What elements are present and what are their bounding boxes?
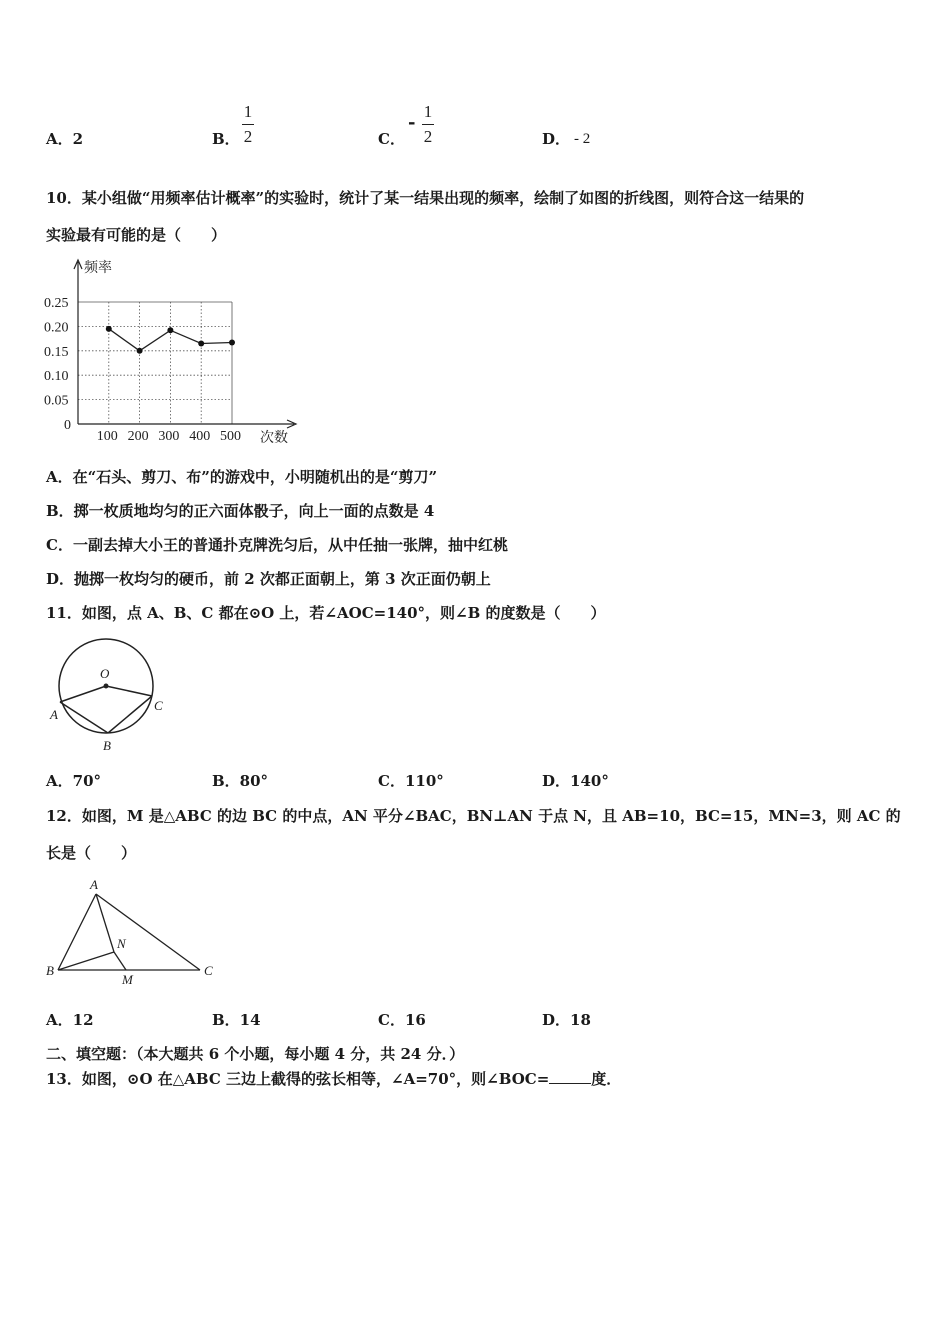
segment-an <box>96 894 114 952</box>
q9-option-c-sign: - <box>408 112 416 133</box>
denominator: 2 <box>423 127 433 146</box>
chart-axes <box>74 260 296 428</box>
y-tick-label: 0.10 <box>44 369 69 385</box>
denominator: 2 <box>243 127 253 146</box>
q9-option-c-fraction <box>418 102 438 147</box>
q12-option-c: C．16 <box>378 1011 426 1029</box>
q10-stem-line2: 实验最有可能的是（ ） <box>46 226 227 244</box>
q11-stem: 11．如图，点 A、B、C 都在⊙O 上，若∠AOC=140°，则∠B 的度数是（ ） <box>46 604 606 622</box>
q9-option-a <box>46 128 83 149</box>
q12-option-b: B．14 <box>212 1011 261 1029</box>
q13-stem-suffix: 度． <box>591 1070 622 1088</box>
q13-stem <box>46 1068 621 1089</box>
q12-option-a: A．12 <box>46 1011 94 1029</box>
q13-stem-text: 13．如图，⊙O 在△ABC 三边上截得的弦长相等，∠A=70°，则∠BOC= <box>46 1070 550 1088</box>
x-tick-label: 500 <box>220 429 241 444</box>
chart-y-axis-label: 频率 <box>84 260 112 276</box>
q13-answer-blank <box>549 1069 591 1084</box>
y-tick-label: 0.05 <box>44 393 69 409</box>
q9-option-d-key: D． <box>542 130 571 148</box>
chart-x-axis-label: 次数 <box>260 430 288 446</box>
segment-oa <box>60 686 106 702</box>
q10-frequency-chart <box>40 254 302 450</box>
numerator: 1 <box>423 102 433 121</box>
label-a: A <box>50 707 58 722</box>
section-2-heading: 二、填空题：（本大题共 6 个小题，每小题 4 分，共 24 分．） <box>46 1045 465 1063</box>
data-point <box>229 340 235 346</box>
y-tick-label: 0.15 <box>44 344 69 360</box>
q10-option-d: D．抛掷一枚均匀的硬币，前 2 次都正面朝上，第 3 次正面仍朝上 <box>46 570 491 588</box>
fraction-bar <box>422 124 434 125</box>
segment-bn <box>58 952 114 970</box>
q9-option-c-key: C． <box>378 130 405 148</box>
q10-option-c: C．一副去掉大小王的普通扑克牌洗匀后，从中任抽一张牌，抽中红桃 <box>46 536 508 554</box>
q11-option-a: A．70° <box>46 772 102 790</box>
x-tick-label: 100 <box>96 429 118 444</box>
q9-option-b-fraction <box>238 102 258 147</box>
q12-stem-line2: 长是（ ） <box>46 844 137 862</box>
segment-nm <box>114 952 126 970</box>
label-c: C <box>154 698 163 713</box>
data-point <box>137 348 143 354</box>
q11-option-d: D．140° <box>542 772 609 790</box>
data-point <box>106 326 112 332</box>
label-m: M <box>122 972 133 987</box>
q9-option-a-key: A． <box>46 130 73 148</box>
label-o: O <box>100 666 110 681</box>
chart-ticks <box>44 296 241 444</box>
label-a: A <box>90 877 98 892</box>
fraction-bar <box>242 124 254 125</box>
q11-circle-figure <box>44 636 174 756</box>
q10-option-a: A．在“石头、剪刀、布”的游戏中，小明随机出的是“剪刀” <box>46 468 438 486</box>
data-point <box>167 327 173 333</box>
center-dot <box>104 684 109 689</box>
label-c: C <box>204 963 213 978</box>
chart-grid <box>78 302 232 424</box>
q9-option-a-value: 2 <box>72 130 84 148</box>
label-b: B <box>46 963 54 978</box>
x-tick-label: 200 <box>127 429 149 444</box>
label-b: B <box>103 738 111 753</box>
q9-option-d-value: - 2 <box>574 131 591 147</box>
q12-triangle-figure <box>40 874 220 990</box>
x-tick-label: 300 <box>158 429 180 444</box>
q9-option-b-key: B． <box>212 130 240 148</box>
numerator: 1 <box>243 102 253 121</box>
q10-stem-line1: 10．某小组做“用频率估计概率”的实验时，统计了某一结果出现的频率，绘制了如图的折线图，则符合这一结果的 <box>46 189 805 207</box>
q10-option-b: B．掷一枚质地均匀的正六面体骰子，向上一面的点数是 4 <box>46 502 435 520</box>
segment-ac <box>96 894 200 970</box>
y-tick-label: 0.20 <box>44 320 69 336</box>
q12-stem-line1: 12．如图，M 是△ABC 的边 BC 的中点，AN 平分∠BAC，BN⊥AN 于点 N，且 AB=10，BC=15，MN=3，则 AC 的 <box>46 807 901 825</box>
data-point <box>198 340 204 346</box>
chart-origin-label: 0 <box>64 418 71 433</box>
chart-series <box>106 326 235 354</box>
q12-option-d: D．18 <box>542 1011 591 1029</box>
x-tick-label: 400 <box>189 429 211 444</box>
q11-option-b: B．80° <box>212 772 269 790</box>
segment-ab <box>58 894 96 970</box>
label-n: N <box>117 936 126 951</box>
y-tick-label: 0.25 <box>44 296 69 311</box>
segment-oc <box>106 686 152 696</box>
segment-cb <box>108 696 152 733</box>
q11-option-c: C．110° <box>378 772 444 790</box>
